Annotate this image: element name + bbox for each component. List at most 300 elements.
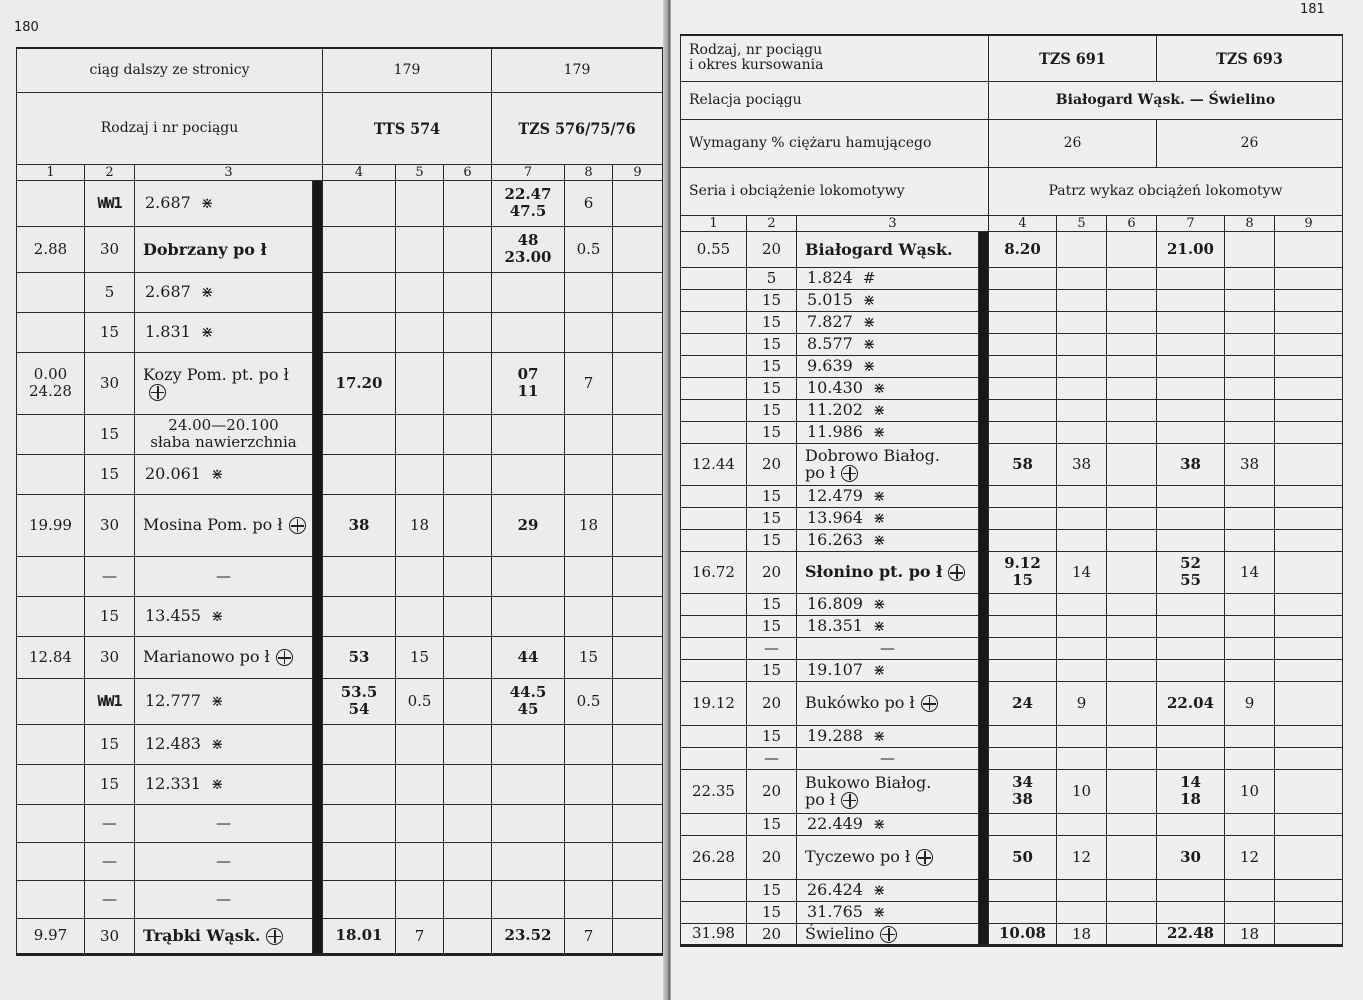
train-a-time-text: 8.20 xyxy=(1004,239,1041,258)
table-row xyxy=(17,596,663,636)
train-a-time xyxy=(989,593,1057,615)
level-crossing-guarded-icon: # xyxy=(862,269,876,287)
station-name xyxy=(135,636,313,678)
position-cell xyxy=(797,637,979,659)
thick-divider xyxy=(313,724,323,764)
train-a-stop xyxy=(1057,923,1107,945)
speed-cell-text: 30 xyxy=(99,374,120,392)
train-b-time xyxy=(1157,529,1225,551)
position-cell-text: 12.331 xyxy=(145,774,201,793)
train-b-stop xyxy=(565,596,613,636)
level-crossing-icon: ⋇ xyxy=(210,607,224,625)
train-b-stop xyxy=(565,312,613,352)
empty-cell xyxy=(444,226,492,272)
station-name-text: Tyczewo po ł xyxy=(805,847,911,866)
km-cell xyxy=(681,529,747,551)
speed-cell xyxy=(747,399,797,421)
column-number-text: 2 xyxy=(105,164,114,180)
column-number xyxy=(1225,215,1275,231)
loco-value-text: Patrz wykaz obciążeń lokomotyw xyxy=(1048,183,1283,199)
level-crossing-icon: ⋇ xyxy=(210,465,224,483)
train-b-stop xyxy=(565,636,613,678)
header-row xyxy=(681,81,1343,119)
speed-cell-text: 15 xyxy=(761,291,782,309)
train-a-time xyxy=(989,289,1057,311)
station-name-text: Bukówko po ł xyxy=(805,693,915,712)
position-cell-text: 12.777 xyxy=(145,691,201,710)
thick-divider xyxy=(979,529,989,551)
level-crossing-icon: ⋇ xyxy=(862,291,876,309)
train-b-time-text: 48 23.00 xyxy=(504,231,552,266)
train-b-time-text: 22.04 xyxy=(1167,693,1214,712)
km-cell-text: 2.88 xyxy=(33,239,68,258)
station-plus-circle-icon xyxy=(276,649,293,666)
level-crossing-icon: ⋇ xyxy=(872,423,886,441)
km-cell xyxy=(17,880,85,918)
empty-cell xyxy=(1107,267,1157,289)
train-a-stop xyxy=(396,636,444,678)
empty-cell xyxy=(1275,551,1343,593)
position-cell-text: 22.449 xyxy=(807,814,863,833)
km-cell xyxy=(17,724,85,764)
column-number xyxy=(747,215,797,231)
speed-cell xyxy=(747,813,797,835)
column-number xyxy=(1057,215,1107,231)
train-a-time xyxy=(989,681,1057,725)
empty-cell xyxy=(613,556,663,596)
train-a-time xyxy=(989,443,1057,485)
speed-cell-text: 5 xyxy=(104,283,115,301)
thick-divider xyxy=(979,879,989,901)
speed-cell-text: 15 xyxy=(761,401,782,419)
speed-cell xyxy=(85,414,135,454)
speed-cell xyxy=(747,681,797,725)
train-a-number-text: TTS 574 xyxy=(373,118,441,138)
train-a-time xyxy=(323,352,396,414)
table-row xyxy=(17,678,663,724)
thick-divider xyxy=(979,289,989,311)
continuation-page-b-text: 179 xyxy=(563,62,591,79)
position-cell xyxy=(797,355,979,377)
train-b-time-text: 30 xyxy=(1180,847,1201,866)
empty-cell xyxy=(613,414,663,454)
column-number-text: 3 xyxy=(888,215,897,231)
right-page xyxy=(671,0,1363,1000)
train-a-time xyxy=(989,659,1057,681)
train-a-stop xyxy=(1057,289,1107,311)
km-cell xyxy=(17,764,85,804)
train-b-time-text: 52 55 xyxy=(1180,554,1201,589)
table-row xyxy=(17,636,663,678)
empty-cell xyxy=(613,636,663,678)
train-a-time xyxy=(989,747,1057,769)
thick-divider xyxy=(313,312,323,352)
station-name-text: Dobrowo Białog. po ł xyxy=(805,445,940,482)
speed-cell xyxy=(85,312,135,352)
train-b-time xyxy=(1157,813,1225,835)
table-row xyxy=(681,901,1343,923)
train-a-stop xyxy=(1057,725,1107,747)
train-b-time xyxy=(1157,231,1225,267)
train-b-time xyxy=(492,804,565,842)
continuation-label xyxy=(17,48,323,92)
thick-divider xyxy=(313,918,323,954)
table-row xyxy=(681,879,1343,901)
empty-cell xyxy=(613,312,663,352)
km-cell xyxy=(17,596,85,636)
thick-divider xyxy=(979,813,989,835)
table-row xyxy=(681,725,1343,747)
speed-cell-text: 15 xyxy=(99,735,120,753)
level-crossing-icon: ⋇ xyxy=(872,595,886,613)
speed-cell xyxy=(85,842,135,880)
speed-cell-text: — xyxy=(102,890,117,908)
speed-cell xyxy=(747,289,797,311)
position-cell xyxy=(797,879,979,901)
empty-cell xyxy=(613,226,663,272)
table-row xyxy=(681,267,1343,289)
position-cell-text: 16.263 xyxy=(807,530,863,549)
timetable-right xyxy=(680,34,1343,947)
train-a-stop xyxy=(1057,333,1107,355)
train-b-time xyxy=(1157,485,1225,507)
speed-cell xyxy=(747,923,797,945)
table-row xyxy=(681,231,1343,267)
level-crossing-icon: ⋇ xyxy=(210,735,224,753)
train-a-time xyxy=(989,879,1057,901)
table-row xyxy=(681,769,1343,813)
speed-cell-text: 15 xyxy=(761,727,782,745)
relation-label xyxy=(681,81,989,119)
empty-cell xyxy=(613,272,663,312)
km-cell xyxy=(17,678,85,724)
empty-cell xyxy=(1275,231,1343,267)
position-cell xyxy=(797,485,979,507)
table-row xyxy=(681,443,1343,485)
thick-divider xyxy=(979,551,989,593)
km-cell-text: 0.00 24.28 xyxy=(29,365,72,400)
train-a-stop xyxy=(396,414,444,454)
empty-cell xyxy=(613,454,663,494)
column-number xyxy=(396,164,444,180)
train-b-time xyxy=(492,414,565,454)
train-b-time-text: 22.47 47.5 xyxy=(504,185,552,220)
km-cell xyxy=(681,311,747,333)
column-number xyxy=(613,164,663,180)
position-cell-text: 1.824 xyxy=(807,268,853,287)
column-number-text: 5 xyxy=(415,164,424,180)
station-name-text: Kozy Pom. pt. po ł xyxy=(143,364,289,384)
empty-cell xyxy=(1275,311,1343,333)
column-number xyxy=(492,164,565,180)
train-b-stop xyxy=(1225,333,1275,355)
position-cell xyxy=(797,615,979,637)
station-name-text: Słonino pt. po ł xyxy=(805,562,943,581)
thick-divider xyxy=(313,764,323,804)
empty-cell xyxy=(613,918,663,954)
train-b-time xyxy=(492,764,565,804)
speed-cell-text: 20 xyxy=(761,455,782,473)
train-a-stop xyxy=(396,804,444,842)
empty-cell xyxy=(1275,835,1343,879)
empty-cell xyxy=(1275,485,1343,507)
km-cell xyxy=(681,923,747,945)
train-b-time xyxy=(1157,289,1225,311)
train-b-time xyxy=(1157,551,1225,593)
column-number-row xyxy=(681,215,1343,231)
continuation-page-b xyxy=(492,48,663,92)
train-a-stop xyxy=(1057,231,1107,267)
thick-divider xyxy=(313,678,323,724)
train-b-stop xyxy=(1225,593,1275,615)
table-row xyxy=(17,352,663,414)
speed-cell-text: 15 xyxy=(761,487,782,505)
speed-cell xyxy=(747,835,797,879)
level-crossing-icon: ⋇ xyxy=(872,617,886,635)
speed-cell-text: 15 xyxy=(99,607,120,625)
table-row xyxy=(681,637,1343,659)
left-page xyxy=(0,0,667,1000)
station-name xyxy=(135,352,313,414)
train-b-stop xyxy=(1225,637,1275,659)
position-cell-text: — xyxy=(880,749,895,767)
position-cell xyxy=(797,593,979,615)
train-b-time xyxy=(492,312,565,352)
column-number-row xyxy=(17,164,663,180)
train-b-stop-text: 18 xyxy=(1239,924,1260,943)
train-a-time-text: 53.5 54 xyxy=(340,683,378,718)
table-row xyxy=(17,312,663,352)
thick-divider xyxy=(979,901,989,923)
speed-cell xyxy=(747,529,797,551)
empty-cell xyxy=(1107,879,1157,901)
speed-cell xyxy=(85,272,135,312)
empty-cell xyxy=(1275,593,1343,615)
column-number-text: 2 xyxy=(767,215,776,231)
thick-divider xyxy=(313,494,323,556)
position-cell-text: 16.809 xyxy=(807,594,863,613)
empty-cell xyxy=(444,352,492,414)
train-a-stop-text: 18 xyxy=(409,516,430,534)
position-cell-text: 11.986 xyxy=(807,422,863,441)
km-cell xyxy=(681,637,747,659)
train-a-time xyxy=(323,312,396,352)
column-number xyxy=(1157,215,1225,231)
empty-cell xyxy=(444,180,492,226)
train-a-stop xyxy=(1057,769,1107,813)
continuation-page-a-text: 179 xyxy=(393,62,421,79)
train-b-stop xyxy=(1225,551,1275,593)
table-row xyxy=(681,747,1343,769)
thick-divider xyxy=(313,352,323,414)
position-cell-text: — xyxy=(216,814,231,832)
position-cell xyxy=(135,312,313,352)
thick-divider xyxy=(979,355,989,377)
km-cell xyxy=(681,659,747,681)
position-cell-text: 2.687 xyxy=(145,282,191,301)
position-cell xyxy=(797,725,979,747)
column-number-text: 9 xyxy=(633,164,642,180)
km-cell-text: 0.55 xyxy=(696,239,731,258)
thick-divider xyxy=(979,377,989,399)
empty-cell xyxy=(1275,267,1343,289)
position-cell-text: 20.061 xyxy=(145,464,201,483)
column-number-text: 5 xyxy=(1077,215,1086,231)
position-cell xyxy=(797,377,979,399)
train-a-stop xyxy=(1057,507,1107,529)
train-b-time xyxy=(1157,681,1225,725)
position-cell xyxy=(797,421,979,443)
train-a-number xyxy=(323,92,492,164)
thick-divider xyxy=(313,226,323,272)
km-cell xyxy=(681,725,747,747)
thick-divider xyxy=(979,443,989,485)
train-b-stop-text: 14 xyxy=(1239,563,1260,581)
train-a-stop xyxy=(1057,681,1107,725)
table-row xyxy=(681,813,1343,835)
station-plus-circle-icon xyxy=(149,384,166,401)
table-row xyxy=(17,494,663,556)
level-crossing-icon: ⋇ xyxy=(872,727,886,745)
level-crossing-icon: ⋇ xyxy=(200,323,214,341)
train-b-stop xyxy=(565,414,613,454)
speed-cell xyxy=(747,485,797,507)
train-b-stop-text: 12 xyxy=(1239,848,1260,866)
station-name xyxy=(135,494,313,556)
header-row xyxy=(681,167,1343,215)
table-row xyxy=(17,414,663,454)
train-a-stop-text: 7 xyxy=(414,926,425,945)
km-cell xyxy=(681,769,747,813)
position-cell-text: 26.424 xyxy=(807,880,863,899)
speed-cell-text: 15 xyxy=(761,881,782,899)
position-cell xyxy=(135,414,313,454)
speed-cell-text: 15 xyxy=(761,423,782,441)
header-row xyxy=(681,35,1343,81)
thick-divider xyxy=(979,659,989,681)
thick-divider xyxy=(313,842,323,880)
empty-cell xyxy=(1275,529,1343,551)
train-b-time xyxy=(1157,443,1225,485)
level-crossing-icon: ⋇ xyxy=(872,881,886,899)
train-b-stop xyxy=(1225,399,1275,421)
position-cell xyxy=(135,596,313,636)
position-cell-text: 10.430 xyxy=(807,378,863,397)
thick-divider xyxy=(979,399,989,421)
train-b-stop xyxy=(1225,725,1275,747)
speed-cell xyxy=(747,879,797,901)
table-row xyxy=(681,835,1343,879)
continuation-label-text: ciąg dalszy ze stronicy xyxy=(89,62,250,79)
empty-cell xyxy=(444,724,492,764)
empty-cell xyxy=(444,596,492,636)
position-cell-text: 9.639 xyxy=(807,356,853,375)
brake-a-text: 26 xyxy=(1063,135,1082,151)
column-number-text: 7 xyxy=(1186,215,1195,231)
thick-divider xyxy=(313,596,323,636)
position-cell-text: 13.964 xyxy=(807,508,863,527)
train-a-number xyxy=(989,35,1157,81)
header-row xyxy=(17,92,663,164)
train-label-text: Rodzaj, nr pociągu i okres kursowania xyxy=(689,42,824,74)
level-crossing-icon: ⋇ xyxy=(872,401,886,419)
speed-cell xyxy=(747,725,797,747)
speed-cell xyxy=(85,880,135,918)
column-number xyxy=(85,164,135,180)
level-crossing-icon: ⋇ xyxy=(872,487,886,505)
train-a-time xyxy=(989,813,1057,835)
level-crossing-icon: ⋇ xyxy=(872,661,886,679)
train-b-stop xyxy=(565,226,613,272)
speed-cell-text: 15 xyxy=(761,357,782,375)
train-label xyxy=(681,35,989,81)
train-b-stop-text: 0.5 xyxy=(576,240,601,258)
empty-cell xyxy=(613,494,663,556)
train-a-time xyxy=(989,901,1057,923)
speed-cell-text: 15 xyxy=(99,775,120,793)
empty-cell xyxy=(444,918,492,954)
station-plus-circle-icon xyxy=(841,465,858,482)
position-cell xyxy=(135,764,313,804)
empty-cell xyxy=(1107,529,1157,551)
empty-cell xyxy=(444,414,492,454)
train-b-time xyxy=(492,352,565,414)
train-b-time xyxy=(1157,725,1225,747)
station-plus-circle-icon xyxy=(841,792,858,809)
table-row xyxy=(681,377,1343,399)
station-plus-circle-icon xyxy=(289,517,306,534)
km-cell xyxy=(17,454,85,494)
train-b-time xyxy=(1157,377,1225,399)
train-b-stop xyxy=(1225,615,1275,637)
loco-label xyxy=(681,167,989,215)
empty-cell xyxy=(444,842,492,880)
train-a-stop xyxy=(396,596,444,636)
train-b-time xyxy=(1157,747,1225,769)
train-a-stop xyxy=(396,556,444,596)
thick-divider xyxy=(979,747,989,769)
speed-cell xyxy=(747,615,797,637)
position-cell-text: 7.827 xyxy=(807,312,853,331)
table-row xyxy=(681,681,1343,725)
speed-cell-text: — xyxy=(102,852,117,870)
thick-divider xyxy=(979,681,989,725)
station-name-text: Świelino xyxy=(805,923,875,943)
table-row xyxy=(681,529,1343,551)
train-a-stop xyxy=(1057,615,1107,637)
thick-divider xyxy=(313,414,323,454)
column-number xyxy=(17,164,85,180)
km-cell xyxy=(681,267,747,289)
station-plus-circle-icon xyxy=(880,926,897,943)
train-b-time xyxy=(1157,311,1225,333)
km-cell xyxy=(17,494,85,556)
level-crossing-icon: ⋇ xyxy=(872,903,886,921)
level-crossing-icon: ⋇ xyxy=(872,379,886,397)
train-b-time xyxy=(492,842,565,880)
train-a-stop xyxy=(396,918,444,954)
train-a-stop xyxy=(1057,551,1107,593)
train-b-time-text: 07 11 xyxy=(517,365,539,400)
speed-cell xyxy=(747,659,797,681)
table-row xyxy=(681,485,1343,507)
train-a-time xyxy=(323,678,396,724)
train-a-time-text: 38 xyxy=(348,515,370,534)
train-a-time xyxy=(989,377,1057,399)
station-name xyxy=(797,923,979,945)
level-crossing-icon: ⋇ xyxy=(862,313,876,331)
train-b-stop xyxy=(1225,923,1275,945)
